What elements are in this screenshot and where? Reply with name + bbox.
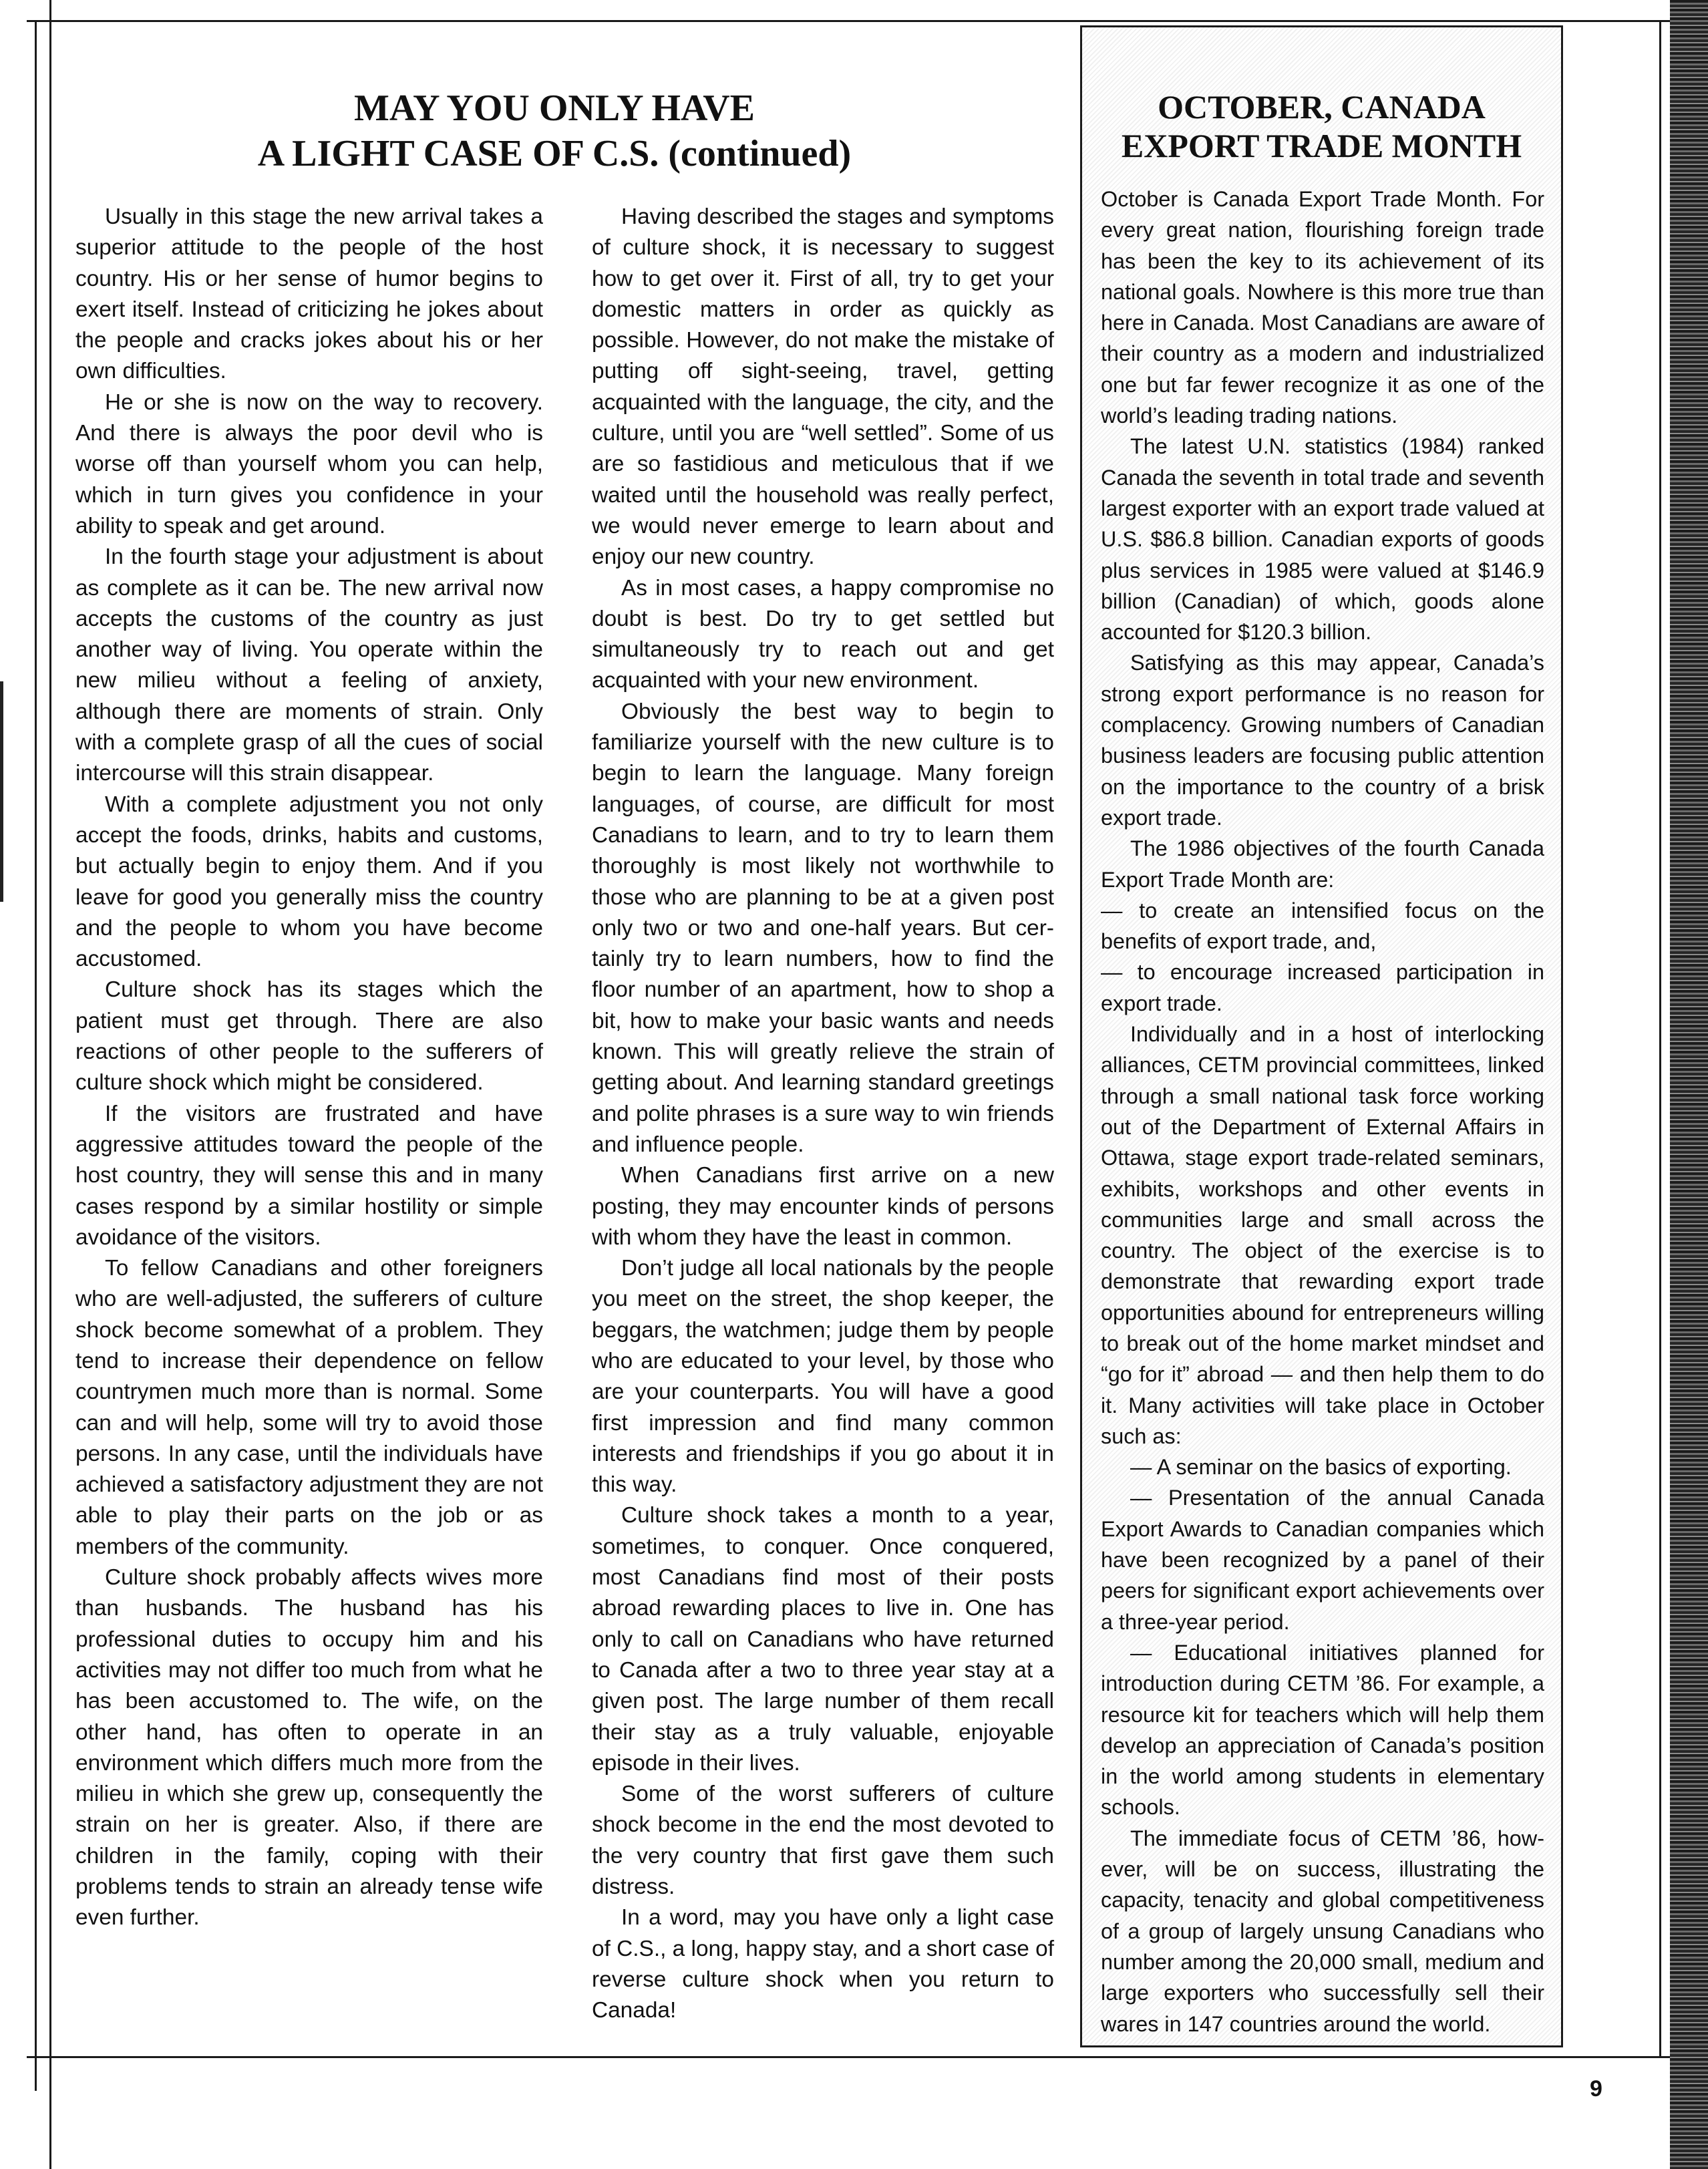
paragraph: To fellow Canadians and other foreigners who are well-adjusted, the sufferers of culture shock become somewhat of a problem. They tend to increase their dependence on fellow countrymen much more than is normal. Some can and will help, some will try to avoid those persons. In any case, until the individuals have achieved a satisfactory adjustment they are not able to play their parts on the job or as members of the community. [75, 1256, 543, 1559]
sidebar-bullet: — Educational initiatives planned for introduction during CETM ’86. For example, a resource kit for teachers which will help them develop an appreciation of Canada’s position in the world among students in elementary schools. [1101, 1640, 1544, 1820]
paragraph: Culture shock probably affects wives more than husbands. The husband has his professional duties to occupy him and his activities may not differ too much from what he has been accustomed to. The wife, on the other hand, has often to operate in an environment which differs much more from the milieu in which she grew up, consequently the strain on her is greater. Also, if there are children in the family, coping with their problems tends to strain an already tense wife even further. [75, 1565, 543, 1931]
left-outer-rule [49, 0, 51, 2169]
binding-mark-left [0, 681, 9, 902]
article-column-1 [75, 202, 543, 1934]
page-number: 9 [1590, 2076, 1602, 2102]
paragraph: If the visitors are frustrated and have aggressive attitudes toward the people of the host country, they will sense this and in many cases respond by a similar hostility or simple avoidance of the visitors. [75, 1101, 543, 1250]
left-border-rule [35, 20, 37, 2091]
sidebar-title-line1: OCTOBER, CANADA [1158, 88, 1486, 126]
paragraph: As in most cases, a happy compromise no doubt is best. Do try to get settled but simultaneously try to reach out and get acquainted with your new environment. [592, 575, 1054, 693]
sidebar-title-line2: EXPORT TRADE MONTH [1121, 127, 1522, 164]
sidebar-paragraph: October is Canada Export Trade Month. For every great nation, flourishing foreign trade has been the key to its achievement of its national goals. Nowhere is this more true than here in Canada. Most Canadians are aware of their country as a modern and industrialized one but far fewer recognize it as one of the world’s leading trading nations. [1101, 187, 1544, 428]
paragraph: With a complete adjustment you not only accept the foods, drinks, habits and customs, but actually begin to enjoy them. And if you leave for good you generally miss the country and the people to whom you have become accustomed. [75, 792, 543, 972]
sidebar-paragraph: The 1986 objectives of the fourth Canada Export Trade Month are: [1101, 836, 1544, 892]
article-column-2 [592, 202, 1054, 2027]
article-title-line2: A LIGHT CASE OF C.S. (continued) [257, 133, 852, 174]
bottom-border-rule [27, 2056, 1677, 2058]
paragraph: Culture shock has its stages which the patient must get through. There are also reactions of other people to the sufferers of culture shock which might be considered. [75, 977, 543, 1096]
paragraph: Having described the stages and symptoms of culture shock, it is necessary to suggest how to get over it. First of all, try to get your domestic matters in order as quickly as possible. However, do not make the mistake of putting off sight-seeing, travel, getting acquainted with the language, the city, and the culture, until you are “well settled”. Some of us are so fastidious and meticulous that if we waited until the household was really perfect, we would never emerge to learn about and enjoy our new country. [592, 204, 1054, 570]
sidebar-paragraph: Satisfying as this may appear, Canada’s strong export performance is no reason for complacency. Growing numbers of Canadian business leaders are focusing public attention on the importance to the country of a brisk export trade. [1101, 651, 1544, 830]
top-border-rule [27, 20, 1677, 22]
paragraph: Usually in this stage the new arrival takes a superior attitude to the people of the host country. His or her sense of humor begins to exert itself. Instead of criticizing he jokes about the people and cracks jokes about his or her own difficulties. [75, 204, 543, 384]
sidebar-bullet: — Presentation of the annual Canada Export Awards to Canadian companies which have been recognized by a panel of their peers for significant export achievements over a three-year period. [1101, 1486, 1544, 1634]
binding-edge [1670, 0, 1708, 2169]
sidebar-bullet: — to create an intensified focus on the benefits of export trade, and, [1101, 898, 1544, 954]
paragraph: When Canadians first arrive on a new posting, they may encounter kinds of persons with whom they have the least in common. [592, 1163, 1054, 1250]
paragraph: Some of the worst sufferers of culture shock become in the end the most devoted to the very country that first gave them such distress. [592, 1782, 1054, 1900]
sidebar-body [1101, 184, 1544, 2039]
paragraph: He or she is now on the way to recovery. And there is always the poor devil who is worse off than yourself whom you can help, which in turn gives you confidence in your ability to speak and get around. [75, 389, 543, 538]
paragraph: In a word, may you have only a light case of C.S., a long, happy stay, and a short case of reverse culture shock when you return to Canada! [592, 1905, 1054, 2023]
sidebar-paragraph: The latest U.N. statistics (1984) ranked Canada the seventh in total trade and seventh largest exporter with an export trade valued at U.S. $86.8 billion. Canadian exports of goods plus services in 1985 were valued at $146.9 billion (Canadian) of which, goods alone accounted for $120.3 billion. [1101, 434, 1544, 645]
paragraph: In the fourth stage your adjustment is about as complete as it can be. The new arrival now accepts the customs of the country as just another way of living. You operate within the new milieu without a feeling of anxiety, although there are moments of strain. Only with a complete grasp of all the cues of social intercourse will this strain disappear. [75, 544, 543, 786]
paragraph: Don’t judge all local nationals by the people you meet on the street, the shop keeper, the beggars, the watchmen; judge them by people who are educated to your level, by those who are your counterparts. You will have a good first impression and find many common interests and friendships if you go about it in this way. [592, 1256, 1054, 1498]
paragraph: Culture shock takes a month to a year, sometimes, to conquer. Once conquered, most Canadians find most of their posts abroad rewarding places to live in. One has only to call on Canadians who have returned to Canada after a two to three year stay at a given post. The large number of them recall their stay as a truly valuable, enjoyable episode in their lives. [592, 1503, 1054, 1776]
right-border-rule [1659, 20, 1661, 2057]
paragraph: Obviously the best way to begin to familiarize yourself with the new culture is to begin to learn the language. Many foreign languages, of course, are difficult for most Canadians to learn, and to try to learn them thoroughly is most likely not worthwhile to those who are planning to be at a given post only two or two and one-half years. But certainly try to learn numbers, how to find the floor number of an apartment, how to shop a bit, how to make your basic wants and needs known. This will greatly relieve the strain of getting about. And learning standard greetings and polite phrases is a sure way to win friends and influence people. [592, 699, 1054, 1157]
sidebar-paragraph: Individually and in a host of interlocking alliances, CETM provincial committees, linked through a small national task force working out of the Department of External Affairs in Ottawa, stage export trade-related seminars, exhibits, workshops and other events in communities large and small across the country. The object of the exercise is to demonstrate that rewarding export trade opportunities abound for entrepreneurs willing to break out of the home market mindset and “go for it” abroad — and then help them to do it. Many activities will take place in October such as: [1101, 1022, 1544, 1448]
sidebar-bullet: — A seminar on the basics of exporting. [1130, 1455, 1512, 1480]
sidebar-bullet: — to encourage increased participation in export trade. [1101, 960, 1544, 1015]
article-title-line1: MAY YOU ONLY HAVE [353, 88, 755, 129]
sidebar-paragraph: The immediate focus of CETM ’86, however, will be on success, illustrating the capacity, tenacity and global competitiveness of a group of largely unsung Canadians who number among the 20,000 small, medium and large exporters who successfully sell their wares in 147 countries around the world. [1101, 1826, 1544, 2036]
